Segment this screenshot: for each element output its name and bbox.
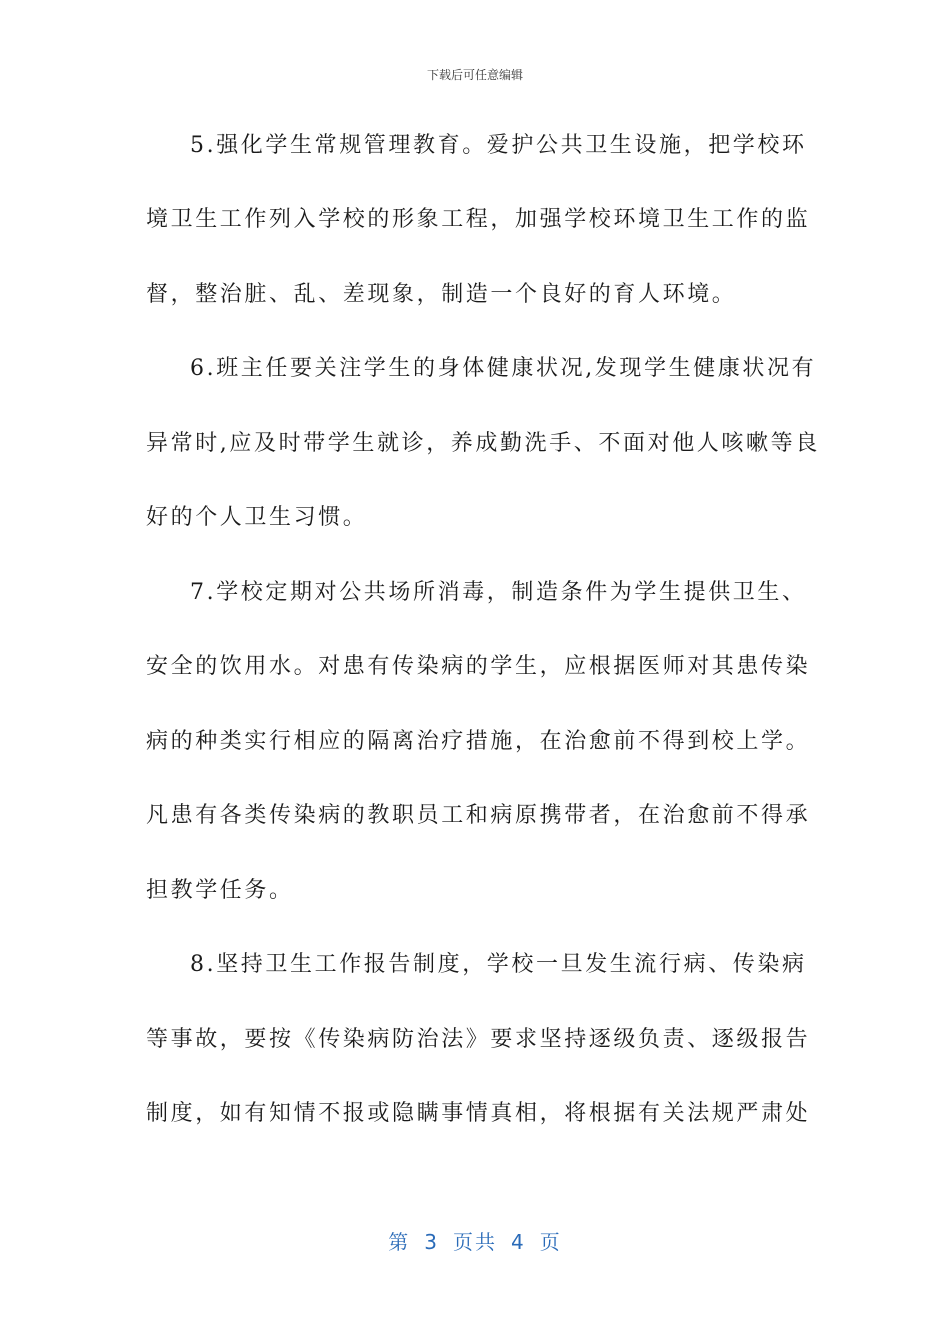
paragraph-8-line-1: 8.坚持卫生工作报告制度，学校一旦发生流行病、传染病 bbox=[190, 952, 807, 977]
header-note: 下载后可任意编辑 bbox=[426, 68, 523, 82]
page-number-footer bbox=[0, 1226, 950, 1255]
page-mid: 页共 bbox=[453, 1230, 497, 1254]
paragraph-6-line-1: 6.班主任要关注学生的身体健康状况,发现学生健康状况有 bbox=[190, 356, 817, 381]
paragraph-8-line-2: 等事故，要按《传染病防治法》要求坚持逐级负责、逐级报告 bbox=[146, 1027, 811, 1052]
paragraph-7-line-1: 7.学校定期对公共场所消毒，制造条件为学生提供卫生、 bbox=[190, 580, 807, 605]
paragraph-5-line-3: 督，整治脏、乱、差现象，制造一个良好的育人环境。 bbox=[146, 282, 737, 307]
paragraph-5-line-1: 5.强化学生常规管理教育。爱护公共卫生设施，把学校环 bbox=[190, 133, 807, 158]
paragraph-6-line-2: 异常时,应及时带学生就诊，养成勤洗手、不面对他人咳嗽等良 bbox=[146, 431, 820, 456]
paragraph-7-line-2: 安全的饮用水。对患有传染病的学生，应根据医师对其患传染 bbox=[146, 654, 811, 679]
page-suffix: 页 bbox=[539, 1230, 562, 1254]
paragraph-5-line-2: 境卫生工作列入学校的形象工程，加强学校环境卫生工作的监 bbox=[146, 207, 811, 232]
paragraph-7-line-5: 担教学任务。 bbox=[146, 878, 294, 903]
paragraph-7-line-4: 凡患有各类传染病的教职员工和病原携带者，在治愈前不得承 bbox=[146, 803, 811, 828]
paragraph-6-line-3: 好的个人卫生习惯。 bbox=[146, 505, 368, 530]
paragraph-8-line-3: 制度，如有知情不报或隐瞒事情真相，将根据有关法规严肃处 bbox=[146, 1101, 811, 1126]
page-prefix: 第 bbox=[388, 1230, 411, 1254]
total-pages-number: 4 bbox=[511, 1230, 526, 1254]
current-page-number: 3 bbox=[424, 1230, 439, 1254]
paragraph-7-line-3: 病的种类实行相应的隔离治疗措施，在治愈前不得到校上学。 bbox=[146, 729, 811, 754]
